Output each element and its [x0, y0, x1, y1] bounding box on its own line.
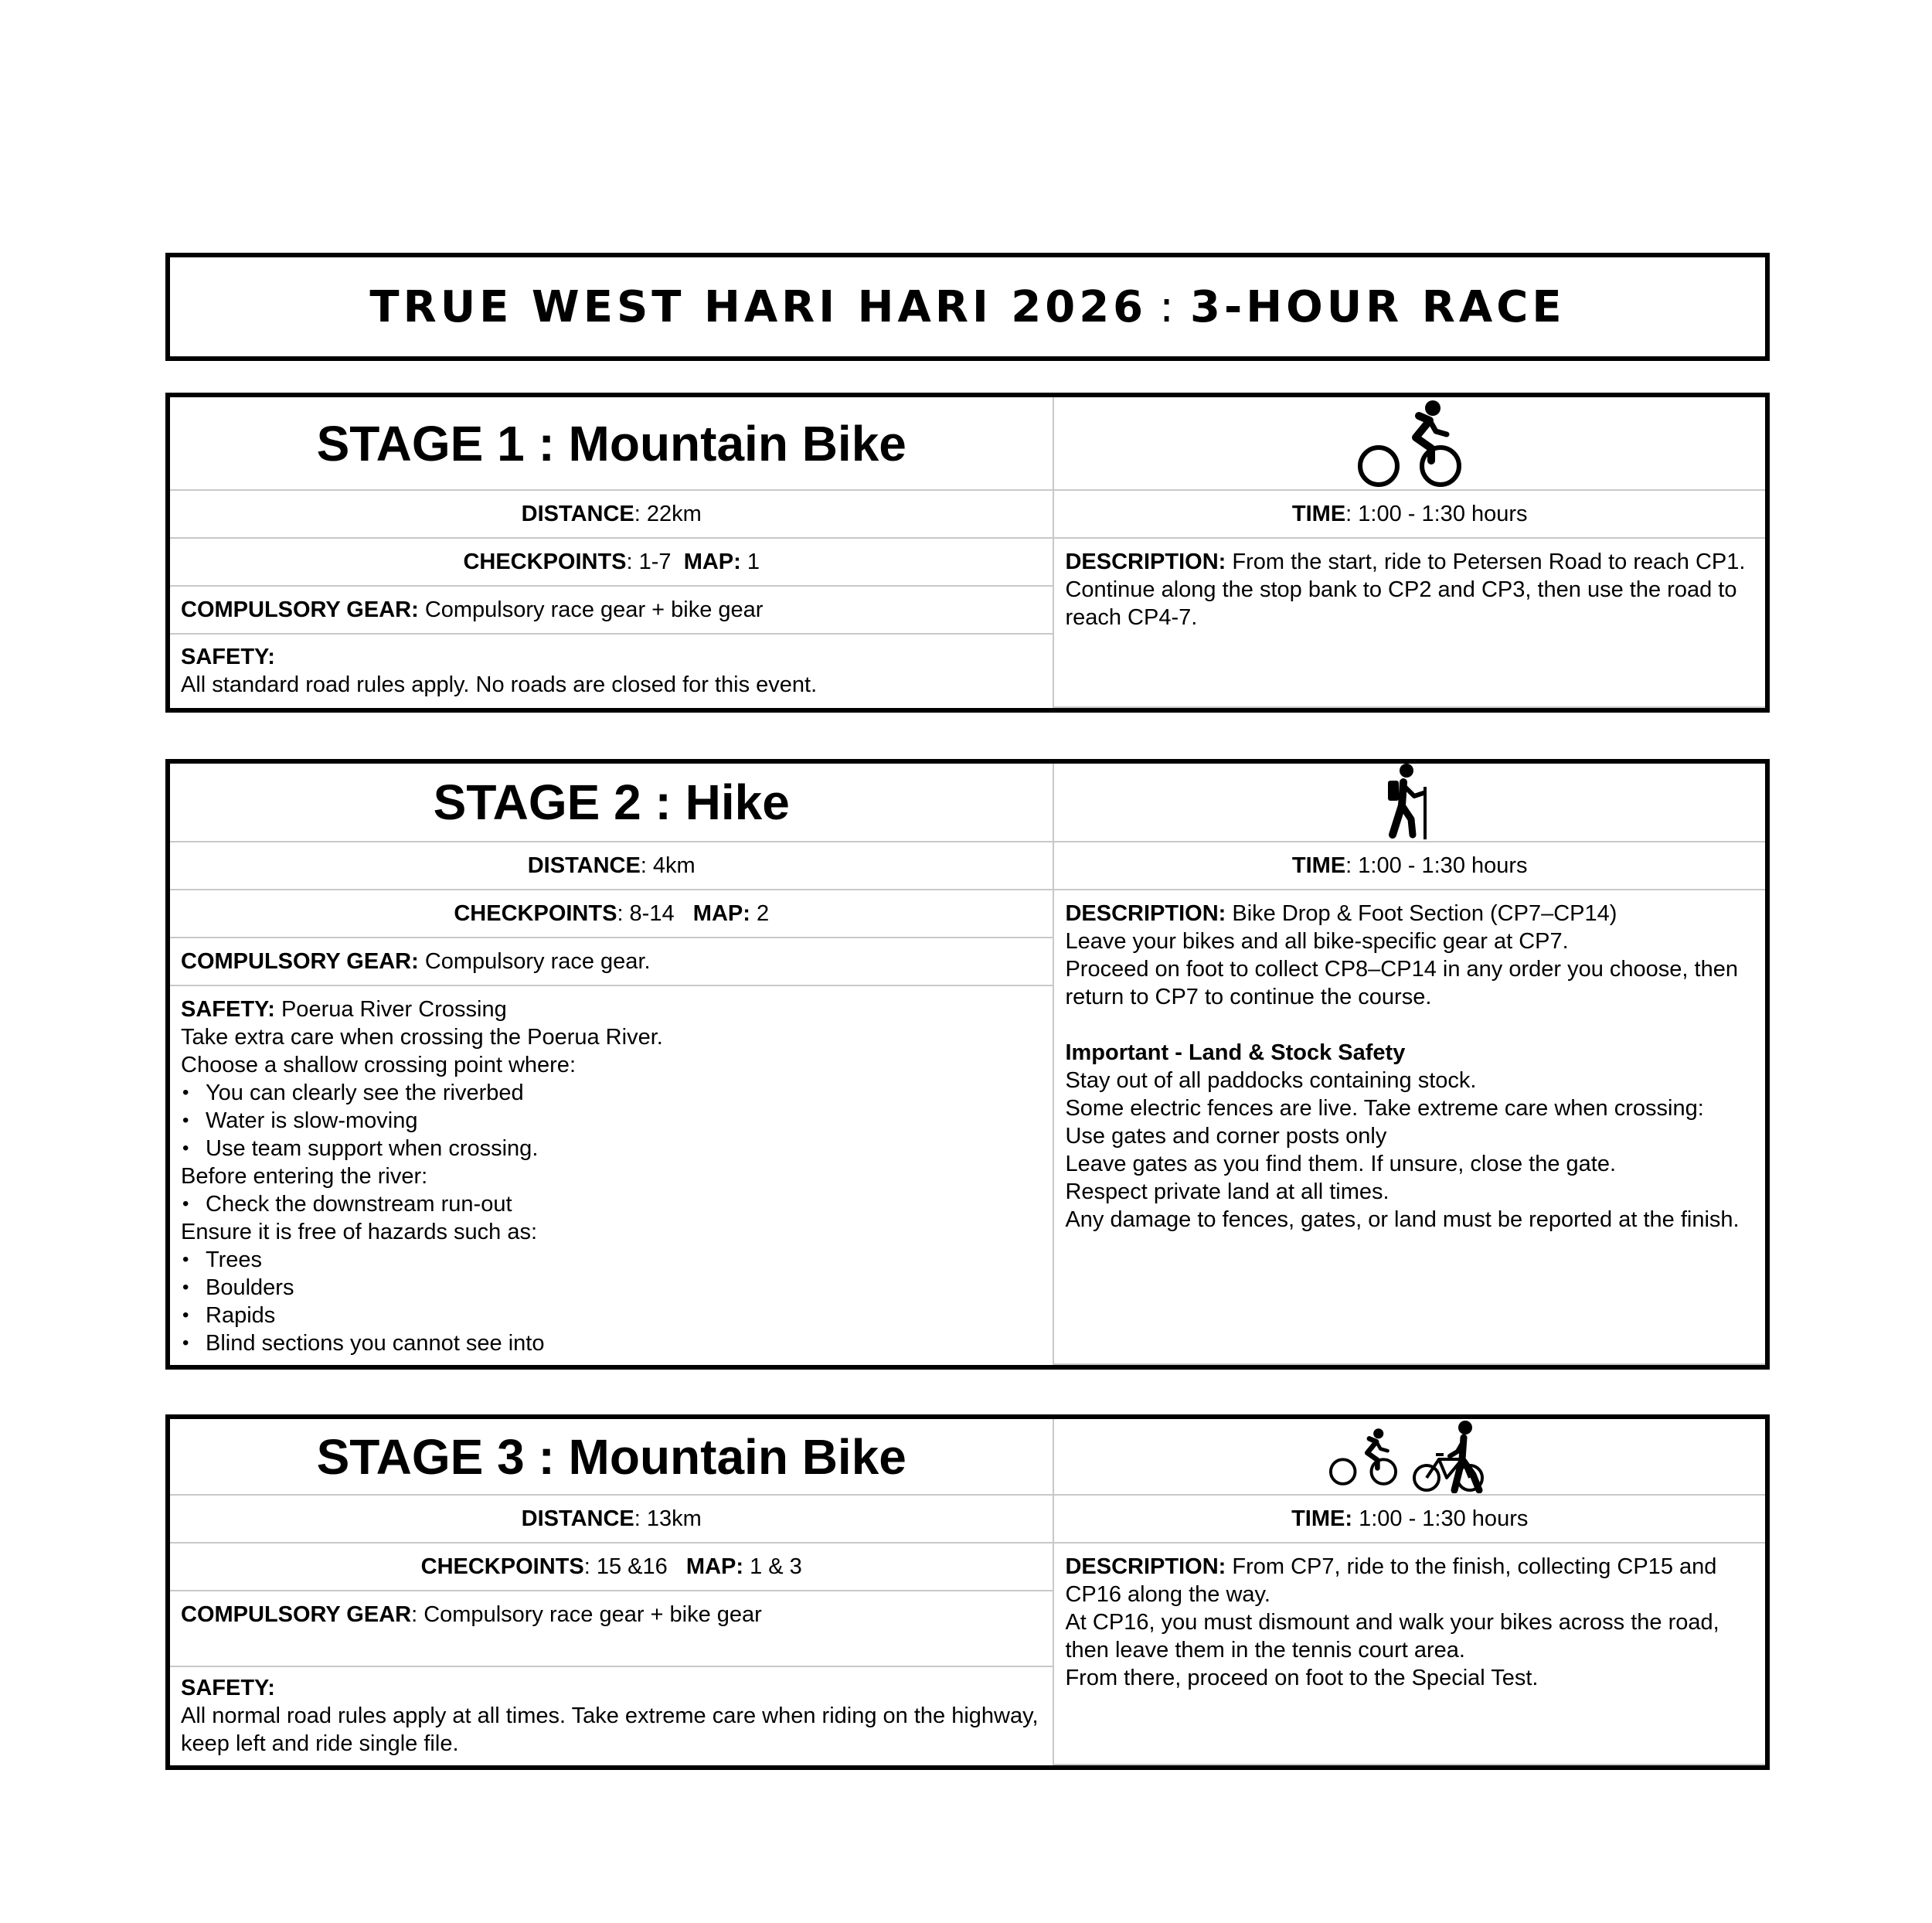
stage-2-distance: DISTANCE: 4km	[170, 842, 1053, 890]
important-heading: Important - Land & Stock Safety	[1065, 1040, 1406, 1065]
stage-1-safety: SAFETY: All standard road rules apply. No roads are closed for this event.	[170, 634, 1053, 707]
list-item: • Water is slow-moving	[181, 1107, 1042, 1135]
race-title-separator: :	[1159, 281, 1179, 332]
race-title	[369, 282, 1565, 332]
stage-2-checkpoints: CHECKPOINTS: 8-14 MAP: 2	[170, 890, 1053, 938]
stage-1-distance: DISTANCE: 22km	[170, 490, 1053, 538]
stage-1-gear: COMPULSORY GEAR: Compulsory race gear + bike gear	[170, 586, 1053, 634]
list-item: • Rapids	[181, 1302, 1042, 1329]
walk-bike-icon	[1411, 1421, 1492, 1493]
stage-3-checkpoints: CHECKPOINTS: 15 &16 MAP: 1 & 3	[170, 1543, 1053, 1591]
stage-3-safety: SAFETY: All normal road rules apply at all times. Take extreme care when riding on the highway, keep left and ride single file.	[170, 1666, 1053, 1765]
list-item: • Blind sections you cannot see into	[181, 1329, 1042, 1357]
race-title-event: TRUE WEST HARI HARI 2026	[369, 281, 1148, 332]
stage-1-card	[165, 393, 1770, 713]
stage-2-description: DESCRIPTION: Bike Drop & Foot Section (CP7–CP14) Leave your bikes and all bike-specific gear at CP7. Proceed on foot to collect CP8–CP14 in any order you choose, then return to CP7 to continue the course. Important - Land & Stock Safety Stay out of all paddocks containing stock. Some electric fences are live. Take extreme care when crossing: Use gates and corner posts only Leave gates as you find them. If unsure, close the gate. Respect private land at all times. Any damage to fences, gates, or land must be reported at the finish.	[1053, 890, 1765, 1364]
stage-2-time: TIME: 1:00 - 1:30 hours	[1053, 842, 1765, 890]
stage-2-card	[165, 759, 1770, 1370]
list-item: • Use team support when crossing.	[181, 1135, 1042, 1162]
stage-3-description: DESCRIPTION: From CP7, ride to the finish, collecting CP15 and CP16 along the way. At CP16, you must dismount and walk your bikes across the road, then leave them in the tennis court area. From there, proceed on foot to the Special Test.	[1053, 1543, 1765, 1765]
bike-icon	[1355, 400, 1464, 487]
stage-1-checkpoints: CHECKPOINTS: 1-7 MAP: 1	[170, 538, 1053, 586]
stage-3-time: TIME: 1:00 - 1:30 hours	[1053, 1495, 1765, 1543]
stage-3-title: STAGE 3 : Mountain Bike	[170, 1419, 1053, 1495]
race-title-box	[165, 253, 1770, 361]
stage-3-gear: COMPULSORY GEAR: Compulsory race gear + bike gear	[170, 1591, 1053, 1666]
safety-bullet-list	[181, 1190, 1042, 1218]
race-title-format: 3-HOUR RACE	[1190, 281, 1566, 332]
stage-3-distance: DISTANCE: 13km	[170, 1495, 1053, 1543]
stage-3-card	[165, 1414, 1770, 1770]
stage-2-safety: SAFETY: Poerua River Crossing Take extra care when crossing the Poerua River. Choose a shallow crossing point where: • You can clearly see the riverbed • Water is slow-moving • Use team support when crossing. Before entering the river: • Check the downstream run-out Ensure it is free of hazards such as: • Trees • Boulders • Rapids • Blind sections you cannot see into	[170, 985, 1053, 1364]
list-item: • You can clearly see the riverbed	[181, 1079, 1042, 1107]
list-item: • Boulders	[181, 1274, 1042, 1302]
stage-2-title: STAGE 2 : Hike	[170, 764, 1053, 842]
hazard-bullet-list	[181, 1246, 1042, 1357]
list-item: • Check the downstream run-out	[181, 1190, 1042, 1218]
list-item: • Trees	[181, 1246, 1042, 1274]
hiker-icon	[1385, 764, 1434, 841]
stage-2-gear: COMPULSORY GEAR: Compulsory race gear.	[170, 938, 1053, 985]
stage-1-time: TIME: 1:00 - 1:30 hours	[1053, 490, 1765, 538]
stage-1-title: STAGE 1 : Mountain Bike	[170, 397, 1053, 490]
stage-1-description: DESCRIPTION: From the start, ride to Petersen Road to reach CP1. Continue along the stop bank to CP2 and CP3, then use the road to reach CP4-7.	[1053, 538, 1765, 707]
safety-bullet-list	[181, 1079, 1042, 1162]
bike-icon	[1328, 1426, 1399, 1488]
